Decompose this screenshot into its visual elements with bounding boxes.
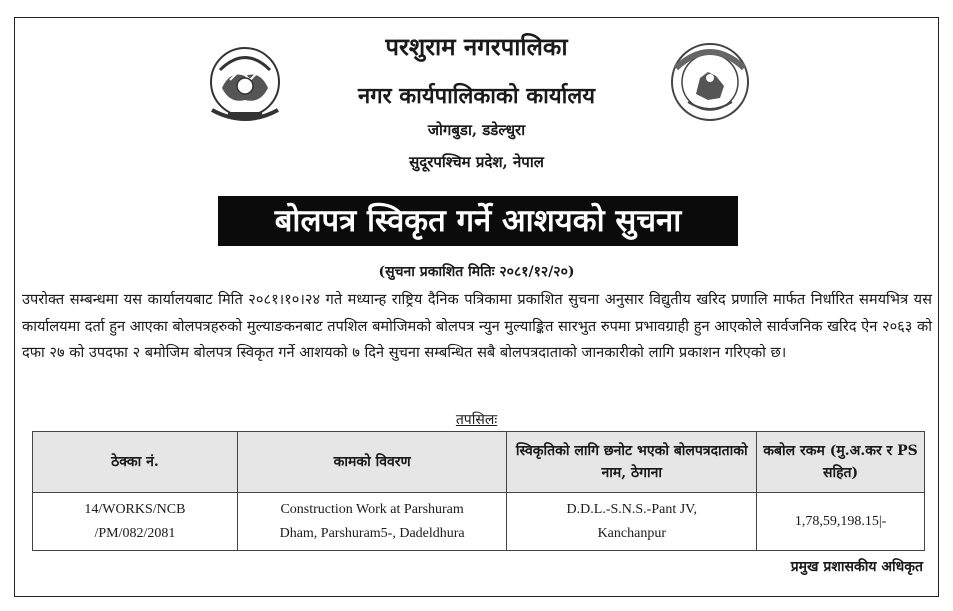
bidder-line-1: D.D.L.-S.N.S.-Pant JV,	[566, 501, 697, 517]
col-header-amount: कबोल रकम (मु.अ.कर र PS सहित)	[757, 432, 925, 493]
work-line-2: Dham, Parshuram5-, Dadeldhura	[279, 525, 465, 541]
signoff: प्रमुख प्रशासकीय अधिकृत	[790, 559, 923, 575]
cell-contract-no	[33, 493, 238, 551]
address-line-1: जोगबुडा, डडेल्धुरा	[427, 121, 526, 139]
bidder-line-2: Kanchanpur	[597, 525, 666, 541]
header	[0, 0, 953, 190]
published-date: (सुचना प्रकाशित मितिः २०८१/१२/२०)	[378, 264, 575, 280]
cell-amount: 1,78,59,198.15|-	[757, 493, 925, 551]
details-heading-text: तपसिलः	[455, 412, 498, 428]
details-heading	[0, 410, 953, 429]
address-line-2: सुदूरपश्चिम प्रदेश, नेपाल	[409, 153, 544, 171]
municipality-name: परशुराम नगरपालिका	[385, 32, 568, 61]
cell-bidder	[507, 493, 757, 551]
col-header-work-description: कामको विवरण	[237, 432, 507, 493]
col-header-bidder: स्विकृतिको लागि छनोट भएको बोलपत्रदाताको नाम, ठेगाना	[507, 432, 757, 493]
col-header-contract-no: ठेक्का नं.	[33, 432, 238, 493]
work-line-1: Construction Work at Parshuram	[280, 501, 464, 517]
contract-no-line-1: 14/WORKS/NCB	[84, 501, 186, 517]
notice-body: उपरोक्त सम्बन्धमा यस कार्यालयबाट मिति २०८१।१०।२४ गते मध्यान्ह राष्ट्रिय दैनिक पत्रिकामा प्रकाशित सुचना अनुसार विद्युतीय खरिद प्रणालि मार्फत निर्धारित समयभित्र यस कार्यालयमा दर्ता हुन आएका बोलपत्रहरुको मुल्याङकनबाट तपशिल बमोजिमको बोलपत्र न्युन मुल्याङ्कित सारभुत रुपमा प्रभावग्राही हुन आएकोले सार्वजनिक खरिद ऐन २०६३ को दफा २७ को उपदफा २ बमोजिम बोलपत्र स्विकृत गर्ने आशयको ७ दिने सुचना सम्बन्धित सबै बोलपत्रदाताको जानकारीको लागि प्रकाशन गरिएको छ।	[22, 291, 932, 361]
contract-no-line-2: /PM/082/2081	[94, 525, 176, 541]
notice-title-banner: बोलपत्र स्विकृत गर्ने आशयको सुचना	[218, 196, 738, 246]
contract-table	[32, 431, 925, 551]
office-name: नगर कार्यपालिकाको कार्यालय	[358, 83, 595, 109]
table-header-row	[33, 432, 925, 493]
cell-work-description	[237, 493, 507, 551]
table-row	[33, 493, 925, 551]
